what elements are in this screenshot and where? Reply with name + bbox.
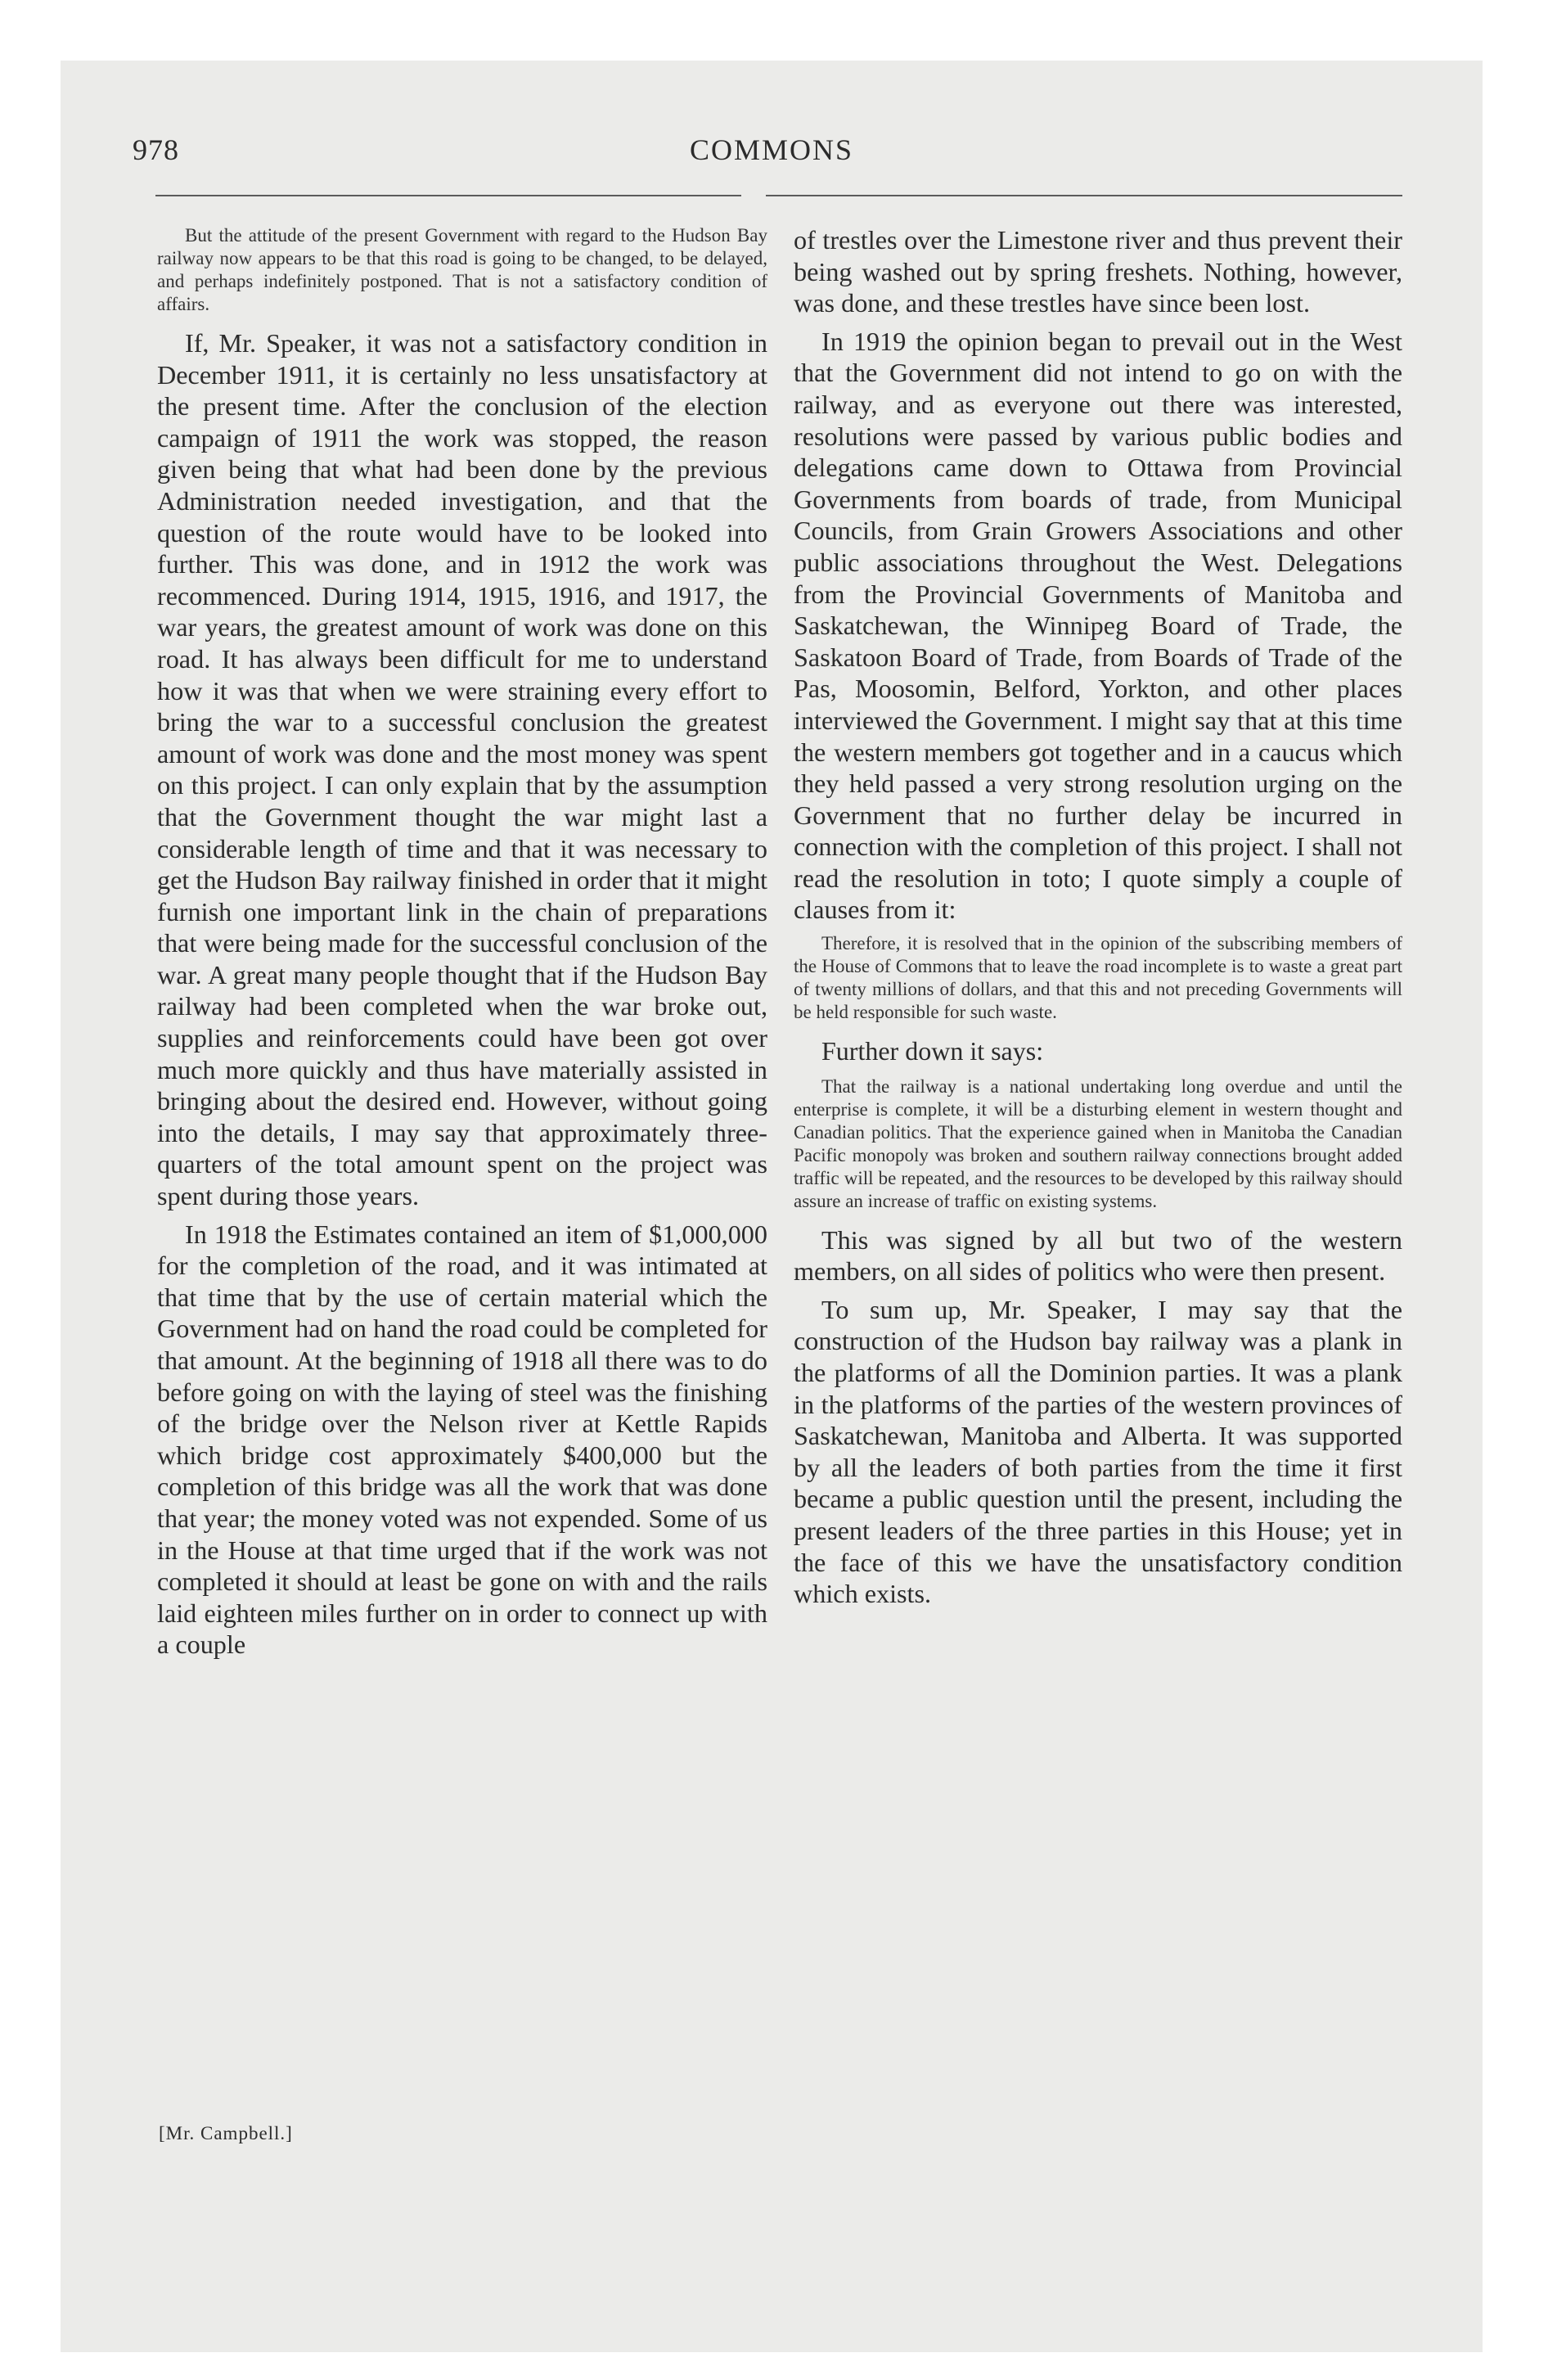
page-title: COMMONS xyxy=(689,133,854,166)
paragraph: In 1918 the Estimates contained an item of $1,000,000 for the completion of the road, and it was intimated at that time that by the use of certain material which the Government had on hand the road could be completed for that amount. At the beginning of 1918 all there was to do before going on with the laying of steel was the finishing of the bridge over the Nelson river at Kettle Rapids which bridge cost approximately $400,000 but the completion of this bridge was all the work that was done that year; the money voted was not expended. Some of us in the House at that time urged that if the work was not completed it should at least be gone on with and the rails laid eighteen miles further on in order to connect up with a couple xyxy=(157,1219,767,1660)
page-header xyxy=(61,133,1483,182)
quoted-resolution: That the railway is a national undertaking long overdue and until the enterprise is complete, it will be a disturbing element in western thought and Canadian politics. That the experience gained when in Manitoba the Canadian Pacific monopoly was broken and southern railway connections brought added traffic will be repeated, and the resources to be developed by this railway should assure an increase of traffic on existing systems. xyxy=(794,1075,1402,1211)
header-rule-left xyxy=(155,195,741,196)
page-number: 978 xyxy=(133,133,179,166)
left-column xyxy=(157,224,767,1667)
paragraph: This was signed by all but two of the western members, on all sides of politics who were then present. xyxy=(794,1224,1402,1287)
quoted-passage: But the attitude of the present Government with regard to the Hudson Bay railway now appears to be that this road is going to be changed, to be delayed, and perhaps indefinitely postponed. That is not a satisfactory condition of affairs. xyxy=(157,225,767,314)
paragraph: To sum up, Mr. Speaker, I may say that the construction of the Hudson bay railway was a plank in the platforms of all the Dominion parties. It was a plank in the platforms of the parties of the western provinces of Saskatchewan, Manitoba and Alberta. It was supported by all the leaders of both parties from the time it first became a public question until the present, including the present leaders of the three parties in this House; yet in the face of this we have the unsatisfactory condition which exists. xyxy=(794,1294,1402,1609)
header-rule-right xyxy=(766,195,1402,196)
page xyxy=(61,61,1483,2352)
paragraph: If, Mr. Speaker, it was not a satisfactory condition in December 1911, it is certainly no less unsatisfactory at the present time. After the conclusion of the election campaign of 1911 the work was stopped, the reason given being that what had been done by the previous Administration needed investigation, and that the question of the route would have to be looked into further. This was done, and in 1912 the work was recommenced. During 1914, 1915, 1916, and 1917, the war years, the greatest amount of work was done on this road. It has always been difficult for me to understand how it was that when we were straining every effort to bring the war to a successful conclusion the greatest amount of work was done and the most money was spent on this project. I can only explain that by the assumption that the Government thought the war might last a considerable length of time and that it was necessary to get the Hudson Bay railway finished in order that it might furnish one important link in the chain of preparations that were being made for the successful conclusion of the war. A great many people thought that if the Hudson Bay railway had been completed when the war broke out, supplies and reinforcements could have been got over much more quickly and thus have materially assisted in bringing about the desired end. However, without going into the details, I may say that approximately three-quarters of the total amount spent on the project was spent during those years. xyxy=(157,328,767,1211)
speaker-attribution: [Mr. Campbell.] xyxy=(159,2123,293,2143)
paragraph: In 1919 the opinion began to prevail out in the West that the Government did not intend to go on with the railway, and as everyone out there was interested, resolutions were passed by various public bodies and delegations came down to Ottawa from Provincial Governments from boards of trade, from Municipal Councils, from Grain Growers Associations and other public associations throughout the West. Delegations from the Provincial Governments of Manitoba and Saskatchewan, the Winnipeg Board of Trade, the Saskatoon Board of Trade, from Boards of Trade of the Pas, Moosomin, Belford, Yorkton, and other places interviewed the Government. I might say that at this time the western members got together and in a caucus which they held passed a very strong resolution urging on the Government that no further delay be incurred in connection with the completion of this project. I shall not read the resolution in toto; I quote simply a couple of clauses from it: xyxy=(794,326,1402,925)
lead-in: Further down it says: xyxy=(821,1036,1044,1066)
paragraph: of trestles over the Limestone river and thus prevent their being washed out by spring freshets. Nothing, however, was done, and these trestles have since been lost. xyxy=(794,225,1402,318)
quoted-resolution: Therefore, it is resolved that in the opinion of the subscribing members of the House of Commons that to leave the road incomplete is to waste a great part of twenty millions of dollars, and that this and not preceding Governments will be held responsible for such waste. xyxy=(794,933,1402,1023)
right-column xyxy=(794,224,1402,1616)
